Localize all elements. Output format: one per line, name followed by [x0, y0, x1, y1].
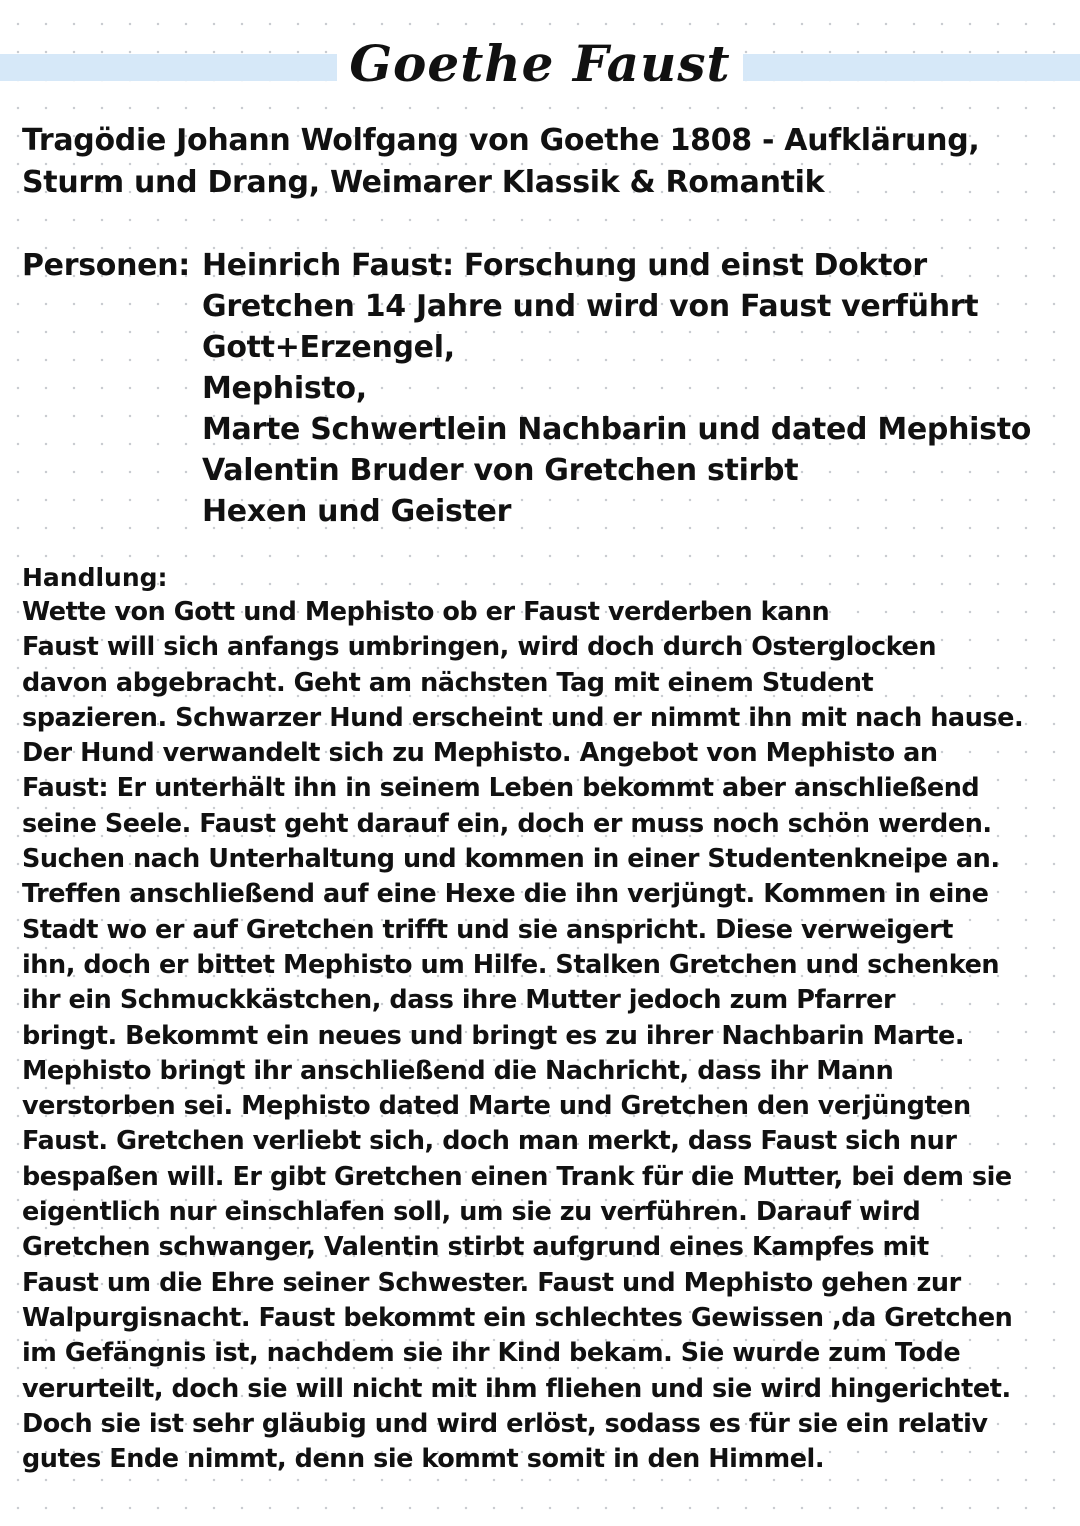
persons-list — [202, 245, 1062, 532]
intro-line: Tragödie Johann Wolfgang von Goethe 1808 - Aufklärung, — [22, 123, 980, 158]
plot-line: Stadt wo er auf Gretchen trifft und sie anspricht. Diese verweigert — [22, 914, 953, 945]
plot-line: verstorben sei. Mephisto dated Marte und Gretchen den verjüngten — [22, 1091, 971, 1122]
plot-line: Faust. Gretchen verliebt sich, doch man merkt, dass Faust sich nur — [22, 1126, 957, 1157]
person-entry: Gretchen 14 Jahre und wird von Faust verführt — [202, 289, 979, 324]
person-entry: Mephisto, — [202, 371, 367, 406]
person-entry: Heinrich Faust: Forschung und einst Doktor — [202, 248, 927, 283]
plot-line: Doch sie ist sehr gläubig und wird erlöst, sodass es für sie ein relativ — [22, 1408, 988, 1439]
plot-line: Treffen anschließend auf eine Hexe die ihn verjüngt. Kommen in eine — [22, 879, 989, 910]
page-title-text: Goethe Faust — [337, 34, 742, 93]
plot-line: davon abgebracht. Geht am nächsten Tag mit einem Student — [22, 667, 874, 698]
intro-line: Sturm und Drang, Weimarer Klassik & Romantik — [22, 165, 825, 200]
plot-section — [22, 560, 1072, 1477]
plot-line: verurteilt, doch sie will nicht mit ihm fliehen und sie wird hingerichtet. — [22, 1373, 1011, 1404]
person-entry: Hexen und Geister — [202, 494, 512, 529]
plot-heading: Handlung: — [22, 563, 168, 592]
plot-line: Mephisto bringt ihr anschließend die Nachricht, dass ihr Mann — [22, 1055, 894, 1086]
page-title — [0, 28, 1080, 100]
person-entry: Gott+Erzengel, — [202, 330, 455, 365]
plot-line: ihr ein Schmuckkästchen, dass ihre Mutter jedoch zum Pfarrer — [22, 985, 896, 1016]
intro-section — [22, 120, 1062, 204]
plot-line: bringt. Bekommt ein neues und bringt es zu ihrer Nachbarin Marte. — [22, 1020, 965, 1051]
plot-line: Faust: Er unterhält ihn in seinem Leben bekommt aber anschließend — [22, 773, 980, 804]
plot-line: spazieren. Schwarzer Hund erscheint und er nimmt ihn mit nach hause. — [22, 702, 1024, 733]
plot-line: eigentlich nur einschlafen soll, um sie zu verführen. Darauf wird — [22, 1197, 921, 1228]
plot-line: Faust um die Ehre seiner Schwester. Faust und Mephisto gehen zur — [22, 1267, 961, 1298]
plot-line: Walpurgisnacht. Faust bekommt ein schlechtes Gewissen ,da Gretchen — [22, 1302, 1013, 1333]
plot-line: Gretchen schwanger, Valentin stirbt aufgrund eines Kampfes mit — [22, 1232, 929, 1263]
person-entry: Valentin Bruder von Gretchen stirbt — [202, 453, 799, 488]
plot-line: seine Seele. Faust geht darauf ein, doch er muss noch schön werden. — [22, 808, 992, 839]
plot-line: ihn, doch er bittet Mephisto um Hilfe. Stalken Gretchen und schenken — [22, 949, 1000, 980]
plot-line: Suchen nach Unterhaltung und kommen in einer Studentenkneipe an. — [22, 844, 1000, 875]
plot-line: bespaßen will. Er gibt Gretchen einen Trank für die Mutter, bei dem sie — [22, 1161, 1012, 1192]
plot-line: im Gefängnis ist, nachdem sie ihr Kind bekam. Sie wurde zum Tode — [22, 1338, 961, 1369]
plot-line: Faust will sich anfangs umbringen, wird doch durch Osterglocken — [22, 632, 937, 663]
plot-line: Wette von Gott und Mephisto ob er Faust verderben kann — [22, 597, 830, 627]
plot-line: gutes Ende nimmt, denn sie kommt somit in den Himmel. — [22, 1444, 825, 1475]
person-entry: Marte Schwertlein Nachbarin und dated Mephisto — [202, 412, 1032, 447]
persons-label: Personen: — [22, 248, 190, 283]
plot-line: Der Hund verwandelt sich zu Mephisto. Angebot von Mephisto an — [22, 738, 938, 769]
